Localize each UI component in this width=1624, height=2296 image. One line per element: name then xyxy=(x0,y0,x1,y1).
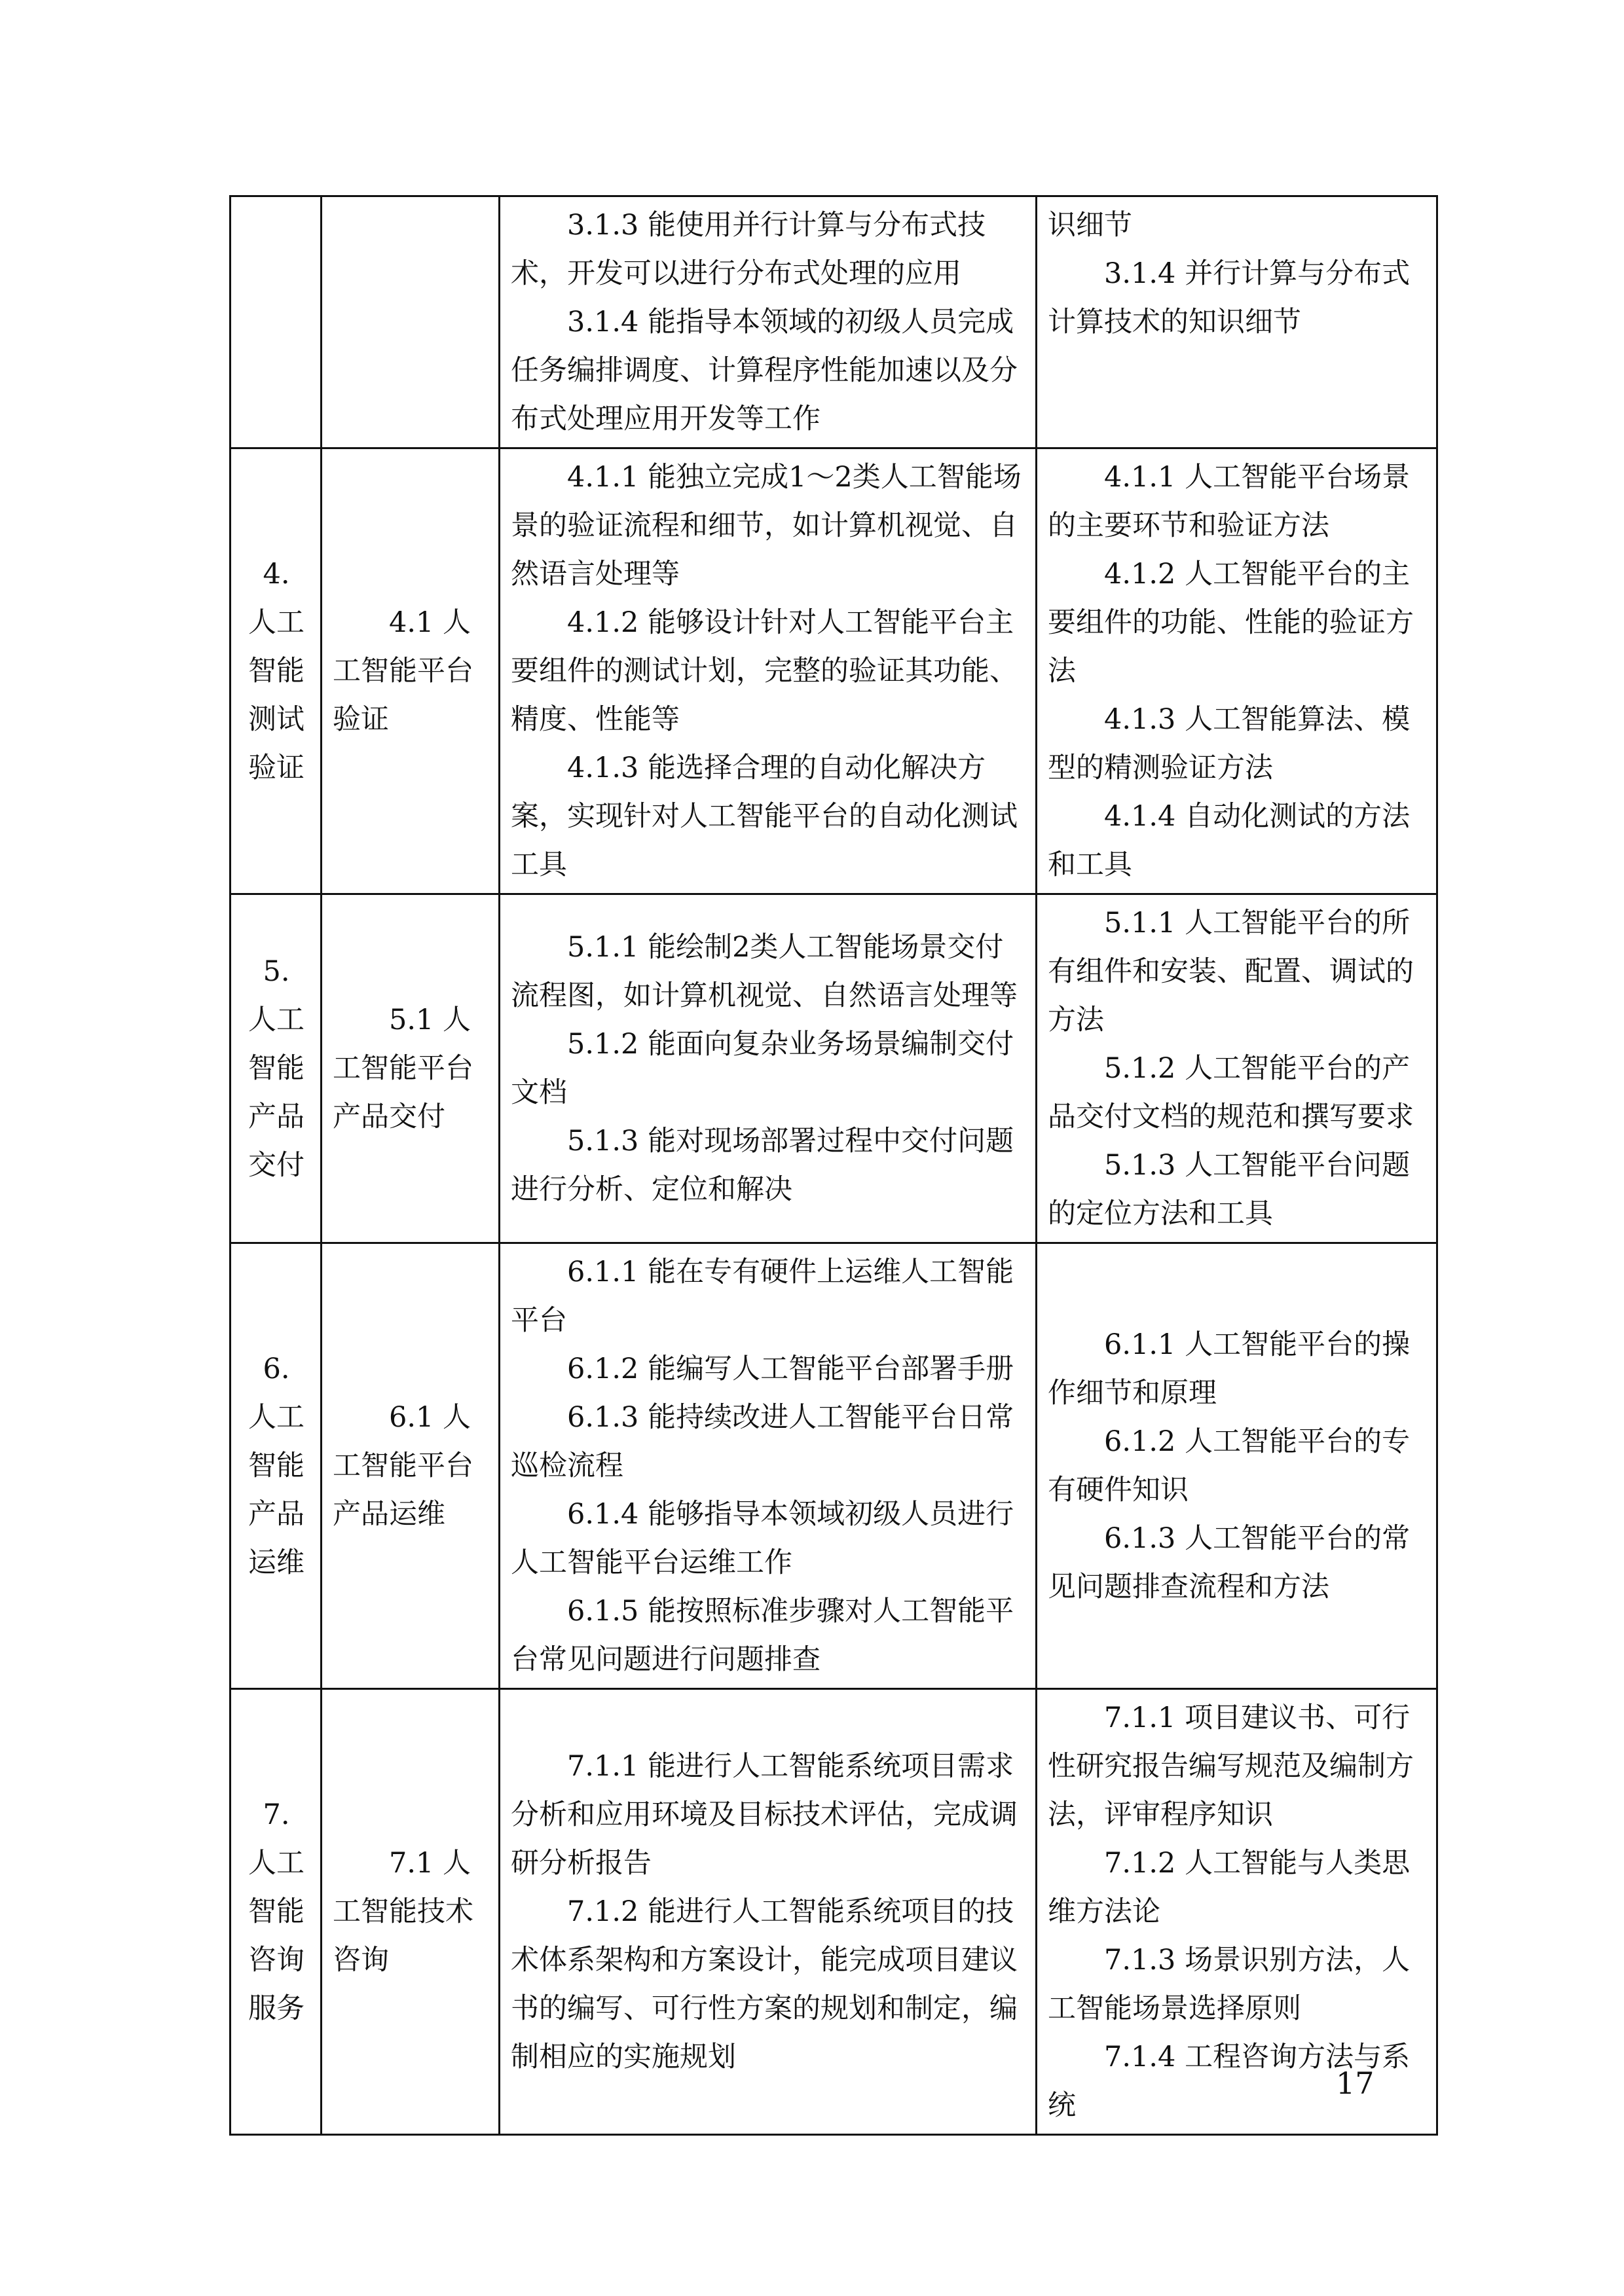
table-row xyxy=(231,448,1437,894)
knowledge-item: 7.1.4 工程咨询方法与系统 xyxy=(1048,2041,1411,2122)
knowledge-item: 5.1.1 人工智能平台的所有组件和安装、配置、调试的方法 xyxy=(1048,907,1414,1036)
table-row xyxy=(231,1689,1437,2135)
skill-item: 4.1.3 能选择合理的自动化解决方案，实现针对人工智能平台的自动化测试工具 xyxy=(511,752,1018,881)
page-number: 17 xyxy=(1336,2066,1375,2101)
skills-cell xyxy=(500,1689,1037,2135)
category-cell: 7. 人工 智能 咨询 服务 xyxy=(231,1689,322,2135)
skill-item: 6.1.2 能编写人工智能平台部署手册 xyxy=(567,1353,1014,1385)
knowledge-item: 7.1.1 项目建议书、可行性研究报告编写规范及编制方法，评审程序知识 xyxy=(1048,1702,1414,1831)
skill-item: 5.1.2 能面向复杂业务场景编制交付文档 xyxy=(511,1028,1014,1109)
knowledge-item: 4.1.3 人工智能算法、模型的精测验证方法 xyxy=(1048,703,1411,784)
knowledge-item: 7.1.3 场景识别方法，人工智能场景选择原则 xyxy=(1048,1944,1411,2025)
knowledge-item: 5.1.2 人工智能平台的产品交付文档的规范和撰写要求 xyxy=(1048,1052,1414,1133)
knowledge-item: 4.1.4 自动化测试的方法和工具 xyxy=(1048,800,1411,881)
knowledge-item: 识细节 xyxy=(1048,209,1132,242)
category-cell: 5. 人工 智能 产品 交付 xyxy=(231,894,322,1243)
knowledge-cell xyxy=(1037,448,1437,894)
knowledge-item: 4.1.1 人工智能平台场景的主要环节和验证方法 xyxy=(1048,461,1411,542)
skill-item: 5.1.3 能对现场部署过程中交付问题进行分析、定位和解决 xyxy=(511,1125,1014,1206)
skill-item: 7.1.1 能进行人工智能系统项目需求分析和应用环境及目标技术评估，完成调研分析报告 xyxy=(511,1750,1018,1880)
skill-item: 3.1.3 能使用并行计算与分布式技术，开发可以进行分布式处理的应用 xyxy=(511,209,986,290)
knowledge-item: 5.1.3 人工智能平台问题的定位方法和工具 xyxy=(1048,1149,1411,1230)
skill-item: 6.1.5 能按照标准步骤对人工智能平台常见问题进行问题排查 xyxy=(511,1595,1014,1676)
module-cell: 7.1 人工智能技术咨询 xyxy=(322,1689,500,2135)
knowledge-item: 6.1.1 人工智能平台的操作细节和原理 xyxy=(1048,1328,1411,1410)
skills-cell xyxy=(500,1243,1037,1689)
skills-cell xyxy=(500,196,1037,448)
skill-item: 7.1.2 能进行人工智能系统项目的技术体系架构和方案设计，能完成项目建议书的编写、可行性方案的规划和制定，编制相应的实施规划 xyxy=(511,1895,1018,2073)
knowledge-cell xyxy=(1037,1689,1437,2135)
skill-item: 4.1.1 能独立完成1～2类人工智能场景的验证流程和细节，如计算机视觉、自然语言处理等 xyxy=(511,461,1022,591)
knowledge-cell xyxy=(1037,894,1437,1243)
knowledge-item: 6.1.3 人工智能平台的常见问题排查流程和方法 xyxy=(1048,1522,1411,1603)
skills-cell xyxy=(500,448,1037,894)
skill-item: 5.1.1 能绘制2类人工智能场景交付流程图，如计算机视觉、自然语言处理等 xyxy=(511,931,1018,1012)
category-cell: 4. 人工 智能 测试 验证 xyxy=(231,448,322,894)
module-cell: 6.1 人工智能平台产品运维 xyxy=(322,1243,500,1689)
skills-requirements-table xyxy=(229,195,1438,2136)
module-cell: 5.1 人工智能平台产品交付 xyxy=(322,894,500,1243)
table-row xyxy=(231,196,1437,448)
knowledge-item: 7.1.2 人工智能与人类思维方法论 xyxy=(1048,1847,1411,1928)
knowledge-item: 4.1.2 人工智能平台的主要组件的功能、性能的验证方法 xyxy=(1048,558,1414,687)
knowledge-item: 3.1.4 并行计算与分布式计算技术的知识细节 xyxy=(1048,257,1411,338)
table-row xyxy=(231,894,1437,1243)
skill-item: 3.1.4 能指导本领域的初级人员完成任务编排调度、计算程序性能加速以及分布式处理应用开发等工作 xyxy=(511,306,1018,435)
skill-item: 4.1.2 能够设计针对人工智能平台主要组件的测试计划，完整的验证其功能、精度、性能等 xyxy=(511,606,1018,736)
skill-item: 6.1.4 能够指导本领域初级人员进行人工智能平台运维工作 xyxy=(511,1498,1014,1579)
knowledge-cell xyxy=(1037,1243,1437,1689)
module-cell: 4.1 人工智能平台验证 xyxy=(322,448,500,894)
knowledge-cell xyxy=(1037,196,1437,448)
skills-cell xyxy=(500,894,1037,1243)
module-cell xyxy=(322,196,500,448)
table-row xyxy=(231,1243,1437,1689)
skill-item: 6.1.3 能持续改进人工智能平台日常巡检流程 xyxy=(511,1401,1014,1482)
skill-item: 6.1.1 能在专有硬件上运维人工智能平台 xyxy=(511,1256,1014,1337)
knowledge-item: 6.1.2 人工智能平台的专有硬件知识 xyxy=(1048,1425,1411,1506)
category-cell: 6. 人工 智能 产品 运维 xyxy=(231,1243,322,1689)
category-cell xyxy=(231,196,322,448)
